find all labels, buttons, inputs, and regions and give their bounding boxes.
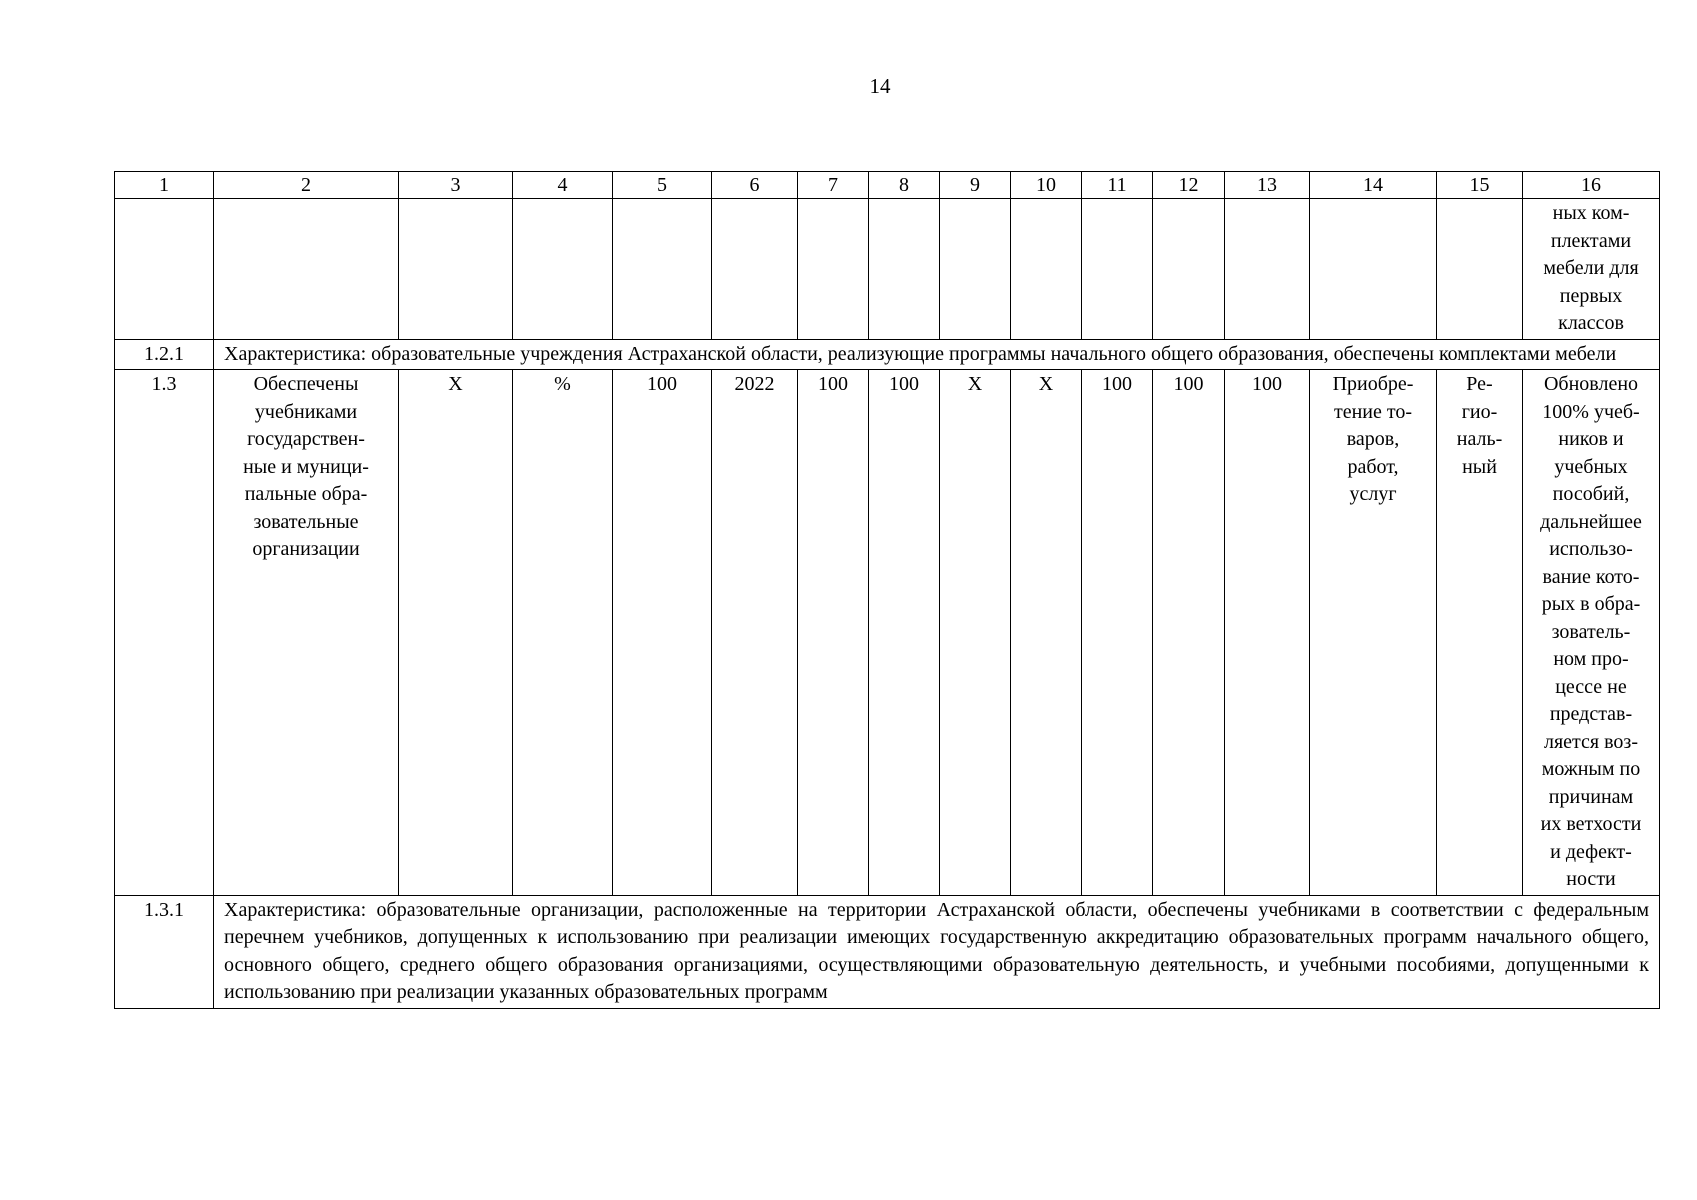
table-cell: 100	[869, 370, 940, 896]
characteristic-row-1-3-1	[115, 895, 1660, 1008]
unit-cell: %	[513, 370, 613, 896]
table-cell-empty	[1437, 199, 1523, 340]
continued-row	[115, 199, 1660, 340]
table-cell-empty	[940, 199, 1011, 340]
column-header: 13	[1225, 172, 1310, 199]
column-header: 9	[940, 172, 1011, 199]
table-cell: 100	[798, 370, 869, 896]
column-header: 3	[399, 172, 513, 199]
characteristic-text: Характеристика: образовательные организации, расположенные на территории Астраханской области, обеспечены учебниками в соответствии с федеральным перечнем учебников, допущенных к использованию при реализации имеющих государственную аккредитацию образовательных программ начального общего, основного общего, среднего общего образования организациями, осуществляющими образовательную деятельность, и учебными пособиями, допущенными к использованию при реализации указанных образовательных программ	[214, 895, 1660, 1008]
table-cell-empty	[798, 199, 869, 340]
table-cell: 100	[1225, 370, 1310, 896]
indicator-row-1-3	[115, 370, 1660, 896]
year-cell: 2022	[712, 370, 798, 896]
table-cell: X	[399, 370, 513, 896]
row-number: 1.3	[115, 370, 214, 896]
page-number: 14	[869, 74, 891, 98]
column-header: 12	[1153, 172, 1225, 199]
table-cell-empty	[214, 199, 399, 340]
level-cell: Ре- гио- наль- ный	[1437, 370, 1523, 896]
table-cell-empty	[399, 199, 513, 340]
characteristic-row-1-2-1	[115, 339, 1660, 370]
column-header: 4	[513, 172, 613, 199]
table-cell-empty	[1310, 199, 1437, 340]
row-number: 1.3.1	[115, 895, 214, 1008]
continued-result-cell: ных ком- плектами мебели для первых классов	[1523, 199, 1660, 340]
row-number: 1.2.1	[115, 339, 214, 370]
table-cell: 100	[1153, 370, 1225, 896]
indicator-name: Обеспечены учебниками государствен- ные и муници- пальные обра- зовательные организации	[214, 370, 399, 896]
column-header: 14	[1310, 172, 1437, 199]
column-header: 8	[869, 172, 940, 199]
result-description-cell: Обновлено 100% учеб- ников и учебных пособий, дальнейшее использо- вание кото- рых в обра- зователь- ном про- цессе не представ- ляется воз- можным по причинам их ветхости и дефект- ности	[1523, 370, 1660, 896]
column-header: 5	[613, 172, 712, 199]
table-cell: 100	[613, 370, 712, 896]
table-cell-empty	[613, 199, 712, 340]
column-header: 1	[115, 172, 214, 199]
table-cell: 100	[1082, 370, 1153, 896]
column-header: 6	[712, 172, 798, 199]
table-cell-empty	[1082, 199, 1153, 340]
indicators-table	[114, 171, 1660, 1009]
table-cell-empty	[1153, 199, 1225, 340]
table-cell-empty	[1011, 199, 1082, 340]
column-header: 16	[1523, 172, 1660, 199]
activity-type-cell: Приобре- тение то- варов, работ, услуг	[1310, 370, 1437, 896]
table-cell: X	[1011, 370, 1082, 896]
column-header: 15	[1437, 172, 1523, 199]
table-cell: X	[940, 370, 1011, 896]
table-cell-empty	[869, 199, 940, 340]
table-cell-empty	[513, 199, 613, 340]
column-header: 2	[214, 172, 399, 199]
column-header: 11	[1082, 172, 1153, 199]
characteristic-text: Характеристика: образовательные учреждения Астраханской области, реализующие программы начального общего образования, обеспечены комплектами мебели	[214, 339, 1660, 370]
table-cell-empty	[1225, 199, 1310, 340]
table-cell-empty	[115, 199, 214, 340]
column-header: 7	[798, 172, 869, 199]
table-cell-empty	[712, 199, 798, 340]
column-number-header-row	[115, 172, 1660, 199]
column-header: 10	[1011, 172, 1082, 199]
